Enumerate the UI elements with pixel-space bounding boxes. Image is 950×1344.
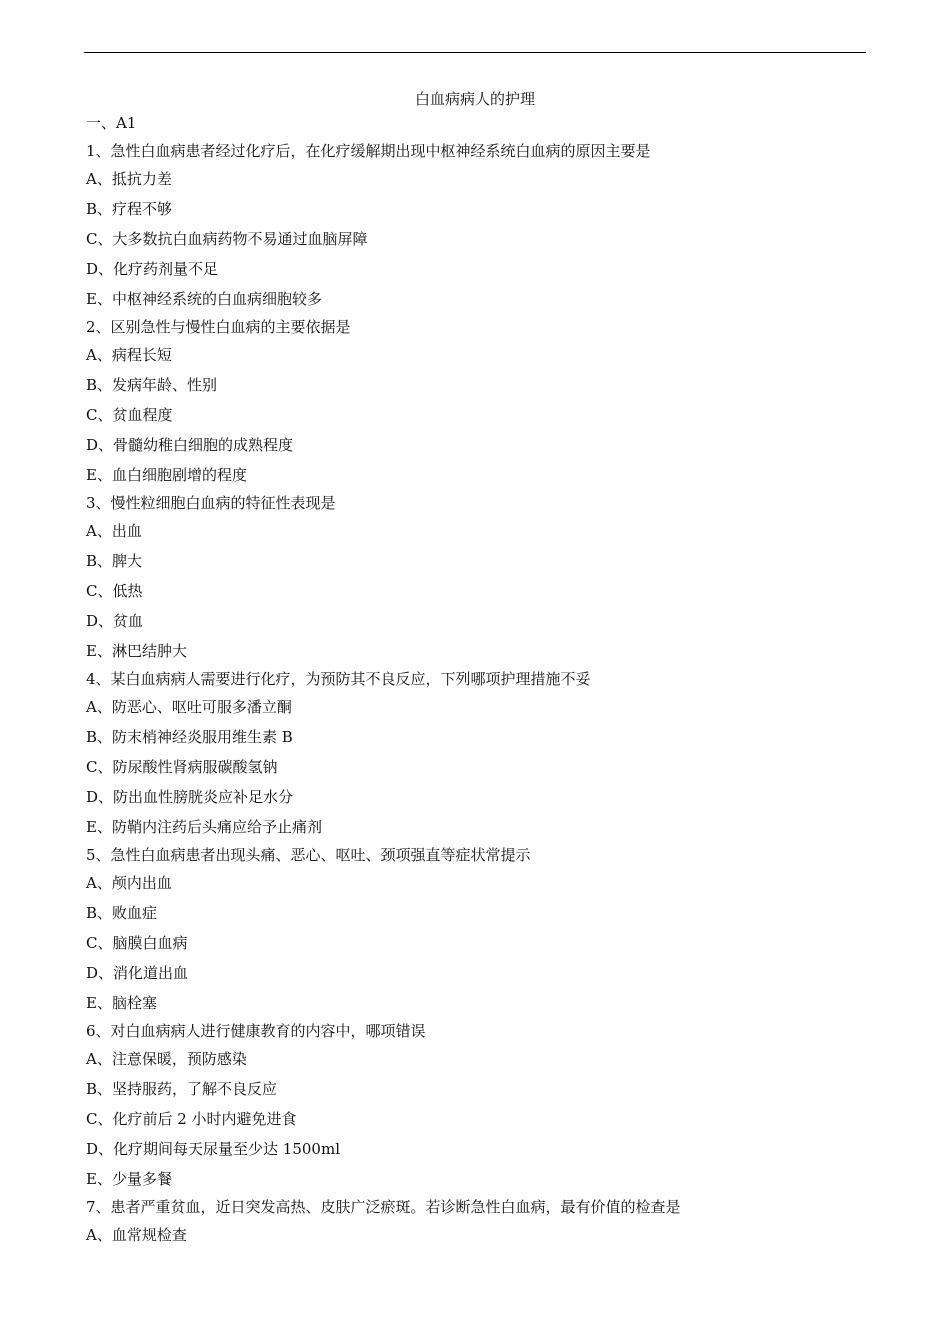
answer-option: D、骨髓幼稚白细胞的成熟程度	[86, 436, 294, 454]
answer-option: E、少量多餐	[86, 1170, 172, 1188]
question-stem: 2、区别急性与慢性白血病的主要依据是	[86, 318, 351, 336]
section-heading: 一、A1	[86, 114, 137, 132]
question-list	[86, 113, 886, 1255]
question-stem: 1、急性白血病患者经过化疗后，在化疗缓解期出现中枢神经系统白血病的原因主要是	[86, 142, 651, 160]
question-stem: 5、急性白血病患者出现头痛、恶心、呕吐、颈项强直等症状常提示	[86, 846, 531, 864]
document-title: 白血病病人的护理	[414, 90, 535, 108]
answer-option: A、颅内出血	[86, 874, 172, 892]
answer-option: A、防恶心、呕吐可服多潘立酮	[86, 698, 292, 716]
answer-option: C、贫血程度	[86, 406, 173, 424]
answer-option: C、脑膜白血病	[86, 934, 188, 952]
answer-option: A、血常规检查	[86, 1226, 187, 1244]
question-stem: 4、某白血病病人需要进行化疗，为预防其不良反应，下列哪项护理措施不妥	[86, 670, 591, 688]
answer-option: A、出血	[86, 522, 142, 540]
answer-option: B、发病年龄、性别	[86, 376, 218, 394]
question-stem: 3、慢性粒细胞白血病的特征性表现是	[86, 494, 336, 512]
answer-option: B、脾大	[86, 552, 143, 570]
question-stem: 7、患者严重贫血，近日突发高热、皮肤广泛瘀斑。若诊断急性白血病，最有价值的检查是	[86, 1198, 681, 1216]
answer-option: B、疗程不够	[86, 200, 173, 218]
answer-option: D、化疗期间每天尿量至少达 1500ml	[86, 1140, 340, 1158]
answer-option: D、贫血	[86, 612, 144, 630]
answer-option: C、防尿酸性肾病服碳酸氢钠	[86, 758, 278, 776]
answer-option: C、低热	[86, 582, 143, 600]
answer-option: C、大多数抗白血病药物不易通过血脑屏障	[86, 230, 368, 248]
answer-option: A、病程长短	[86, 346, 172, 364]
question-stem: 6、对白血病病人进行健康教育的内容中，哪项错误	[86, 1022, 426, 1040]
answer-option: E、脑栓塞	[86, 994, 157, 1012]
answer-option: B、败血症	[86, 904, 158, 922]
answer-option: E、中枢神经系统的白血病细胞较多	[86, 290, 322, 308]
answer-option: B、坚持服药，了解不良反应	[86, 1080, 278, 1098]
answer-option: D、防出血性膀胱炎应补足水分	[86, 788, 294, 806]
answer-option: A、注意保暖，预防感染	[86, 1050, 247, 1068]
answer-option: A、抵抗力差	[86, 170, 172, 188]
answer-option: E、血白细胞剧增的程度	[86, 466, 247, 484]
answer-option: E、淋巴结肿大	[86, 642, 187, 660]
answer-option: D、化疗药剂量不足	[86, 260, 219, 278]
answer-option: D、消化道出血	[86, 964, 189, 982]
answer-option: E、防鞘内注药后头痛应给予止痛剂	[86, 818, 322, 836]
header-rule	[84, 52, 866, 53]
answer-option: C、化疗前后 2 小时内避免进食	[86, 1110, 297, 1128]
answer-option: B、防末梢神经炎服用维生素 B	[86, 728, 293, 746]
